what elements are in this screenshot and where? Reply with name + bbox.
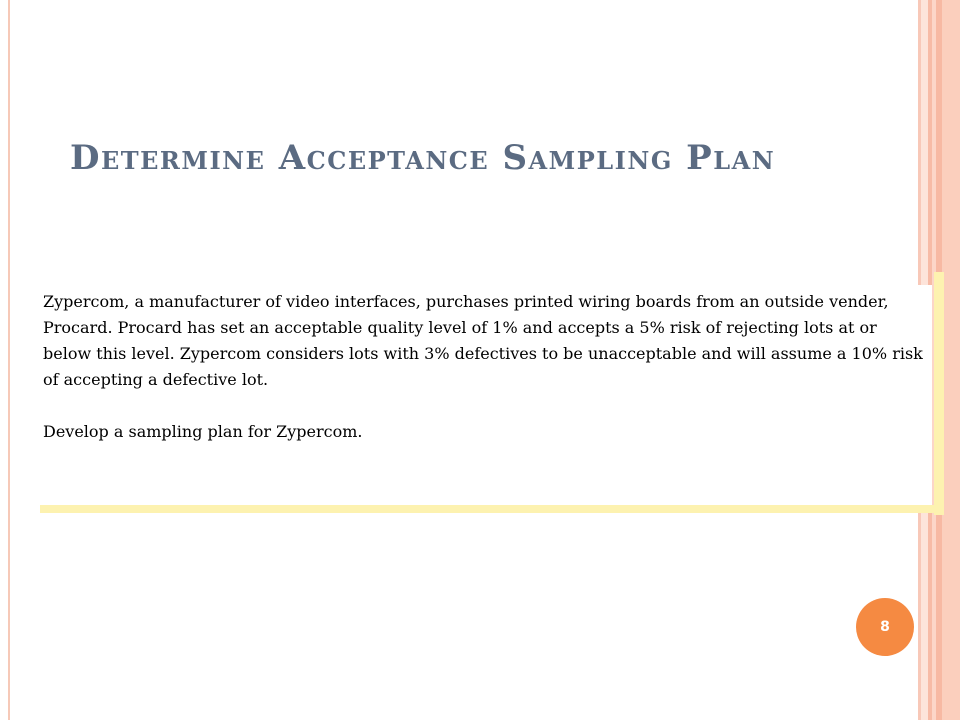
task-paragraph: Develop a sampling plan for Zypercom. <box>43 422 363 441</box>
content-box-shadow-bottom <box>40 505 944 513</box>
page-number-badge: 8 <box>856 598 914 656</box>
problem-statement-paragraph: Zypercom, a manufacturer of video interfaces, purchases printed wiring boards from an outside vender, Procard. Procard has set an acceptable quality level of 1% and accepts a 5% risk of rejecting lots at or below this level. Zypercom considers lots with 3% defectives to be unacceptable and will assume a 10% risk of accepting a defective lot. <box>43 292 923 389</box>
left-border-line <box>8 0 10 720</box>
slide-title: Determine Acceptance Sampling Plan <box>70 138 776 178</box>
right-decorative-stripe <box>942 0 960 720</box>
content-box-shadow-right <box>934 272 944 515</box>
